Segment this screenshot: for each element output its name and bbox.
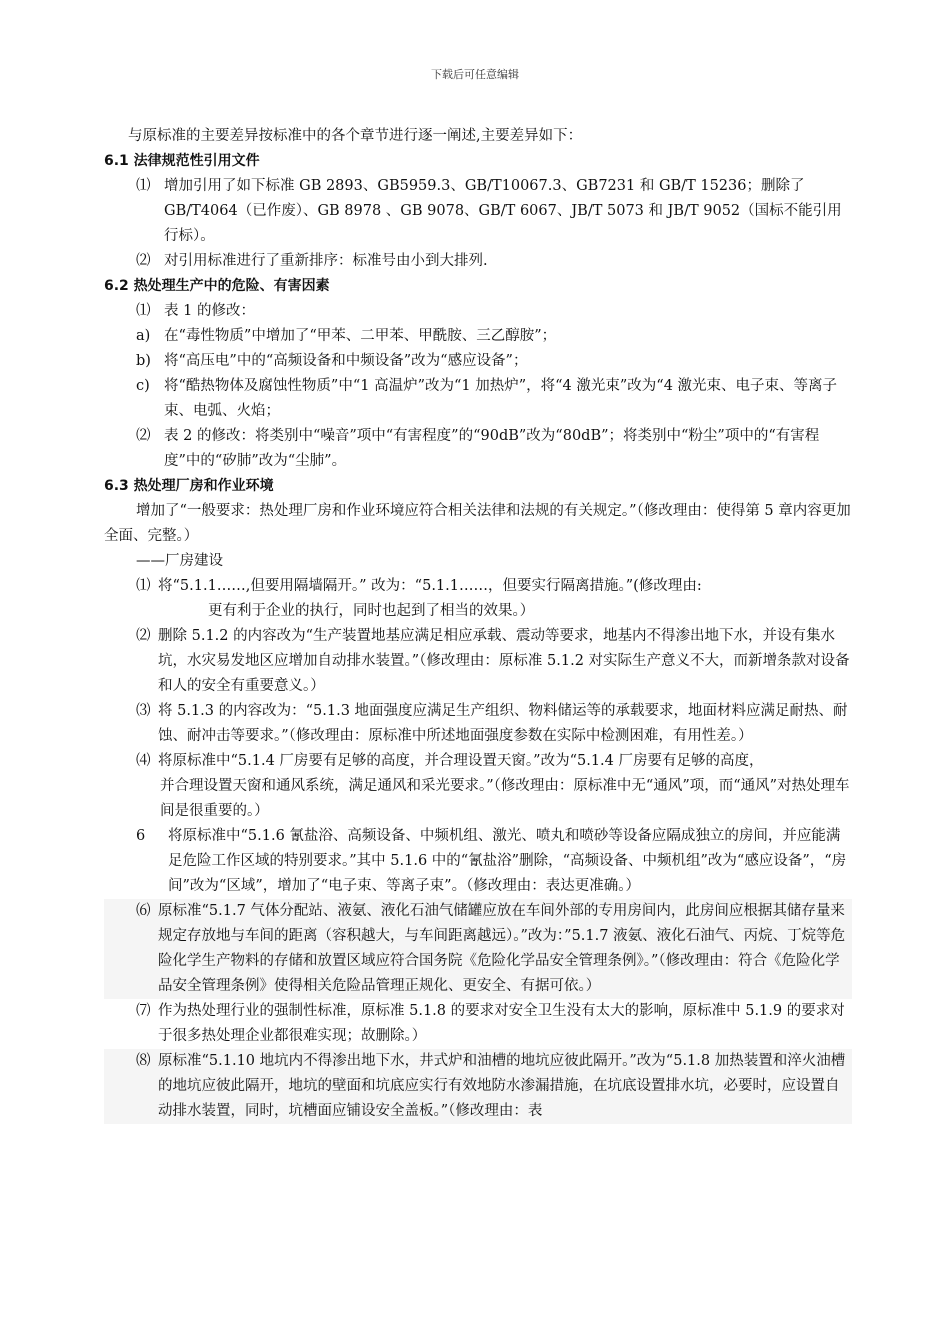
- section-6-3-paragraph: 增加了“一般要求：热处理厂房和作业环境应符合相关法律和法规的有关规定。”（修改理由：使得第 5 章内容更加全面、完整。）: [104, 503, 851, 544]
- item-text: 将“高压电”中的“高频设备和中频设备”改为“感应设备”；: [164, 353, 528, 369]
- item-text: 原标准“5.1.10 地坑内不得渗出地下水，井式炉和油槽的地坑应彼此隔开。”改为“5.1.8 加热装置和淬火油槽的地坑应彼此隔开，地坑的壁面和坑底应实行有效地防水渗漏措施，在坑底设置排水坑，必要时，应设置自动排水装置，同时，坑槽面应铺设安全盖板。”（修改理由：表: [158, 1053, 846, 1119]
- item-number: c): [136, 378, 150, 394]
- item-text: 增加引用了如下标准 GB 2893、GB5959.3、GB/T10067.3、GB7231 和 GB/T 15236；删除了 GB/T4064（已作废）、GB 8978 、GB 9078、GB/T 6067、JB/T 5073 和 JB/T 9052（国标不能引用行标）。: [164, 178, 842, 244]
- item-number: ⑺: [136, 1003, 151, 1019]
- item-text: 删除 5.1.2 的内容改为“生产装置地基应满足相应承载、震动等要求，地基内不得渗出地下水，并设有集水坑，水灾易发地区应增加自动排水装置。”（修改理由：原标准 5.1.2 对实际生产意义不大，而新增条款对设备和人的安全有重要意义。）: [158, 628, 850, 694]
- list-item: [104, 174, 852, 249]
- item-continuation: 并合理设置天窗和通风系统，满足通风和采光要求。”（修改理由：原标准中无“通风”项，而“通风”对热处理车间是很重要的。）: [160, 778, 850, 819]
- list-item: [104, 699, 852, 749]
- subheading-plant-construction: ——厂房建设: [136, 553, 223, 569]
- list-item: [104, 349, 852, 374]
- item-text: 将 5.1.3 的内容改为：“5.1.3 地面强度应满足生产组织、物料储运等的承载要求，地面材料应满足耐热、耐蚀、耐冲击等要求。”（修改理由：原标准中所述地面强度参数在实际中检测困难，有用性差。）: [158, 703, 848, 744]
- item-text: 将“酷热物体及腐蚀性物质”中“1 高温炉”改为“1 加热炉”，将“4 激光束”改为“4 激光束、电子束、等离子束、电弧、火焰；: [164, 378, 838, 419]
- list-item: [104, 999, 852, 1049]
- item-text: 将原标准中“5.1.4 厂房要有足够的高度，并合理设置天窗。”改为“5.1.4 厂房要有足够的高度，: [158, 753, 764, 769]
- page-header: 下载后可任意编辑: [431, 68, 519, 81]
- list-item: [104, 1049, 852, 1124]
- item-number: a): [136, 328, 151, 344]
- item-number: ⑹: [136, 903, 151, 919]
- list-item: [104, 249, 852, 274]
- item-text: 原标准“5.1.7 气体分配站、液氨、液化石油气储罐应放在车间外部的专用房间内，此房间应根据其储存量来规定存放地与车间的距离（容积越大，与车间距离越远）。”改为：”5.1.7 液氨、液化石油气、丙烷、丁烷等危险化学生产物料的存储和放置区域应符合国务院《危险化学品安全管理条例》。”（修改理由：符合《危险化学品安全管理条例》使得相关危险品管理正规化、更安全、有据可依。）: [158, 903, 846, 994]
- item-number: ⑻: [136, 1053, 151, 1069]
- list-item: [104, 299, 852, 324]
- item-number: ⑵: [136, 253, 151, 269]
- section-6-1-heading: 6.1 法律规范性引用文件: [104, 153, 260, 169]
- item-text: 在“毒性物质”中增加了“甲苯、二甲苯、甲酰胺、三乙醇胺”；: [164, 328, 557, 344]
- item-continuation: 更有利于企业的执行，同时也起到了相当的效果。）: [208, 603, 535, 619]
- item-text: 表 1 的修改：: [164, 303, 255, 319]
- item-text: 将原标准中“5.1.6 氰盐浴、高频设备、中频机组、激光、喷丸和喷砂等设备应隔成独立的房间，并应能满足危险工作区域的特别要求。”其中 5.1.6 中的“氰盐浴”删除，“高频设备、中频机组”改为“感应设备”，“房间”改为“区域”，增加了“电子束、等离子束”。（修改理由：表达更准确。）: [168, 828, 847, 894]
- item-number: ⑴: [136, 303, 151, 319]
- list-item: [104, 749, 852, 774]
- item-number: ⑷: [136, 753, 151, 769]
- item-text: 表 2 的修改：将类别中“噪音”项中“有害程度”的“90dB”改为“80dB”；将类别中“粉尘”项中的“有害程度”中的“矽肺”改为“尘肺”。: [164, 428, 820, 469]
- document-body: [104, 124, 852, 1124]
- item-number: 6: [136, 828, 146, 844]
- item-number: b): [136, 353, 151, 369]
- list-item: [104, 824, 852, 899]
- list-item: [104, 424, 852, 474]
- item-number: ⑵: [136, 628, 151, 644]
- section-6-3-heading: 6.3 热处理厂房和作业环境: [104, 478, 274, 494]
- item-number: ⑶: [136, 703, 151, 719]
- item-text: 将“5.1.1……,但要用隔墙隔开。” 改为：“5.1.1……，但要实行隔离措施。”(修改理由:: [158, 578, 702, 594]
- item-number: ⑴: [136, 578, 151, 594]
- item-text: 作为热处理行业的强制性标准，原标准 5.1.8 的要求对安全卫生没有太大的影响，原标准中 5.1.9 的要求对于很多热处理企业都很难实现；故删除。）: [158, 1003, 845, 1044]
- list-item: [104, 899, 852, 999]
- item-number: ⑵: [136, 428, 151, 444]
- item-number: ⑴: [136, 178, 151, 194]
- list-item: [104, 324, 852, 349]
- intro-paragraph: 与原标准的主要差异按标准中的各个章节进行逐一阐述,主要差异如下：: [128, 128, 583, 144]
- list-item: [104, 574, 852, 599]
- list-item: [104, 374, 852, 424]
- list-item: [104, 624, 852, 699]
- item-text: 对引用标准进行了重新排序：标准号由小到大排列.: [164, 253, 488, 269]
- section-6-2-heading: 6.2 热处理生产中的危险、有害因素: [104, 278, 330, 294]
